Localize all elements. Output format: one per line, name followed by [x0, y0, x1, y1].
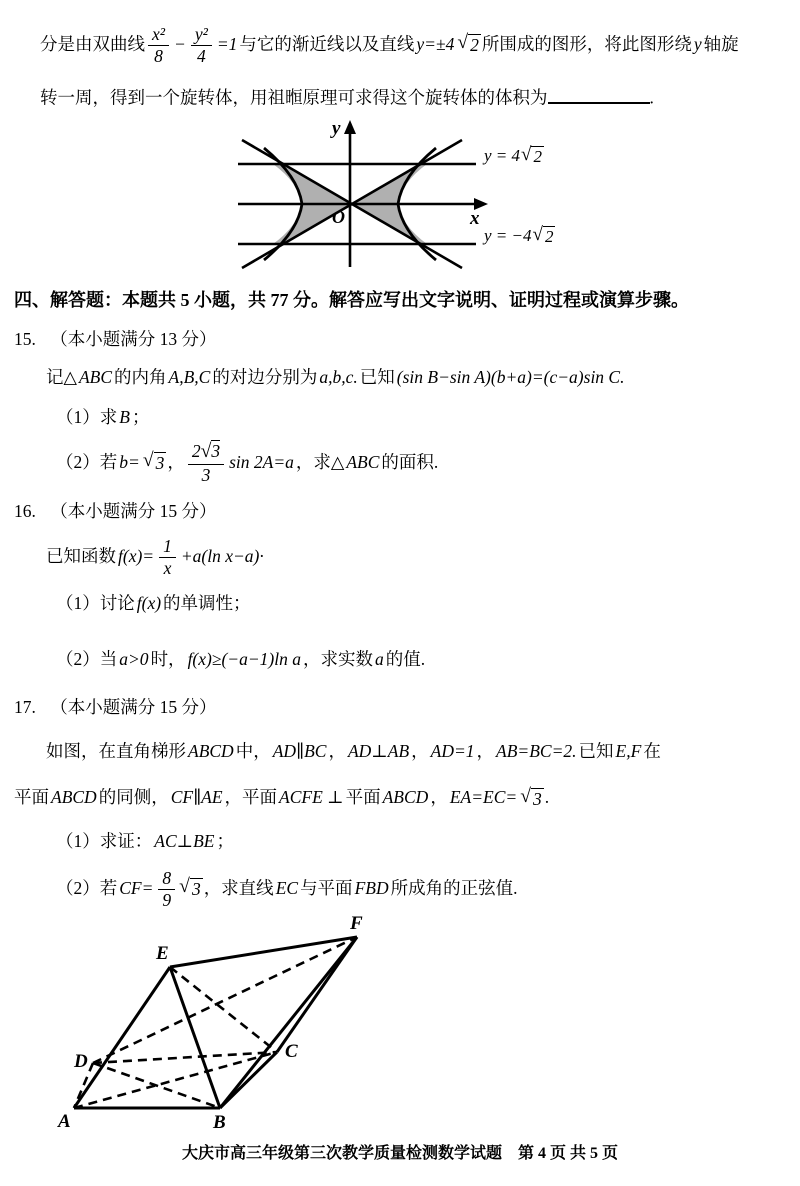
q15-part2-math3: ABC: [346, 452, 380, 473]
line-equation: y=±4: [416, 34, 455, 55]
radicand: 2: [470, 35, 479, 55]
fraction-numerator: [188, 442, 224, 465]
page-footer: 大庆市高三年级第三次教学质量检测数学试题 第 4 页 共 5 页: [181, 1145, 618, 1162]
vertex-label-D: D: [74, 1051, 88, 1072]
q16-number: 16.: [14, 501, 36, 521]
q16-part2: [56, 648, 425, 672]
fraction-2sqrt3-over-3: [188, 442, 224, 484]
q17-math2: AD∥BC: [272, 741, 327, 761]
q17-part1-punct: ；: [216, 831, 234, 851]
problem14-line2: [40, 84, 654, 110]
fraction-denominator: 9: [162, 889, 172, 910]
q17-number-line: [14, 696, 217, 720]
y-axis-arrow: [344, 120, 356, 134]
q17-math10: ABCD: [382, 787, 429, 807]
minus-operator: −: [174, 34, 186, 55]
q16-part2-math2: f(x)≥(−a−1)ln a: [187, 649, 301, 669]
comma: ，: [476, 741, 495, 761]
label-y-equals-4sqrt2: [484, 146, 545, 167]
edge-DF: [93, 937, 357, 1063]
y-axis-variable: y: [693, 34, 702, 55]
q15-text: 已知: [359, 367, 395, 387]
q17-part1: [56, 830, 234, 854]
problem14-line1: [40, 18, 739, 72]
q16-title: （本小题满分 15 分）: [50, 501, 217, 521]
q17-math8: CF∥AE: [170, 787, 223, 807]
visible-edges: [74, 937, 357, 1108]
q17-part2-text4: 所成角的正弦值.: [390, 878, 518, 899]
radicand: 2: [544, 227, 554, 246]
q17-math11: EA=EC=: [449, 787, 518, 807]
sqrt-2: [521, 146, 544, 167]
vertex-label-E: E: [156, 943, 169, 964]
q15-math: ABC: [78, 367, 113, 387]
q15-part1-math: B: [119, 407, 130, 427]
fraction-denominator: x: [163, 557, 172, 578]
period: .: [649, 87, 654, 108]
label-y-equals-neg4sqrt2: [484, 226, 556, 247]
radicand: 3: [191, 879, 201, 899]
equals-one: =1: [216, 34, 238, 55]
q17-text5: 平面: [14, 787, 49, 807]
q17-part2: [56, 860, 517, 918]
fraction-numerator: x²: [148, 25, 169, 45]
period: .: [544, 787, 550, 807]
q15-part2: [56, 436, 438, 490]
q16-part2-math: a>0: [119, 649, 149, 669]
origin-label: O: [332, 207, 345, 227]
q16-part2-math3: a: [374, 649, 384, 669]
solid-svg: [36, 915, 436, 1130]
comma: ，: [411, 741, 429, 761]
q17-math: ABCD: [188, 741, 234, 761]
q16-body: [46, 528, 266, 586]
q15-text: 记△: [46, 367, 77, 387]
q17-math4: AD=1: [430, 741, 475, 761]
q15-part2-text3: 的面积.: [381, 452, 439, 473]
label-text: y = 4: [484, 146, 521, 165]
hyperbola-svg: [218, 114, 590, 278]
fraction-8-over-9: [158, 869, 175, 909]
edge-EF: [170, 937, 357, 967]
q17-text: 如图，在直角梯形: [46, 741, 186, 761]
sqrt-3: [179, 878, 203, 900]
q16-part1: [56, 592, 251, 616]
q15-part2-math: b=: [119, 452, 140, 473]
radical-sign: √: [200, 441, 212, 463]
q15-body: [46, 366, 626, 390]
q17-text7: ，平面: [224, 787, 278, 807]
radicand: 3: [211, 441, 221, 462]
vertex-label-F: F: [350, 915, 363, 934]
q15-text: 的内角: [114, 367, 167, 387]
section-4-heading: 四、解答题：本题共 5 小题，共 77 分。解答应写出文字说明、证明过程或演算步骤。: [14, 290, 689, 310]
q17-text2: 中，: [235, 741, 271, 761]
fraction-y2-over-4: [191, 25, 212, 65]
vertex-labels: [57, 915, 363, 1130]
q17-part1-math: AC⊥BE: [154, 831, 215, 851]
q16-part1-text: （1）讨论: [56, 593, 135, 613]
q17-text3: 已知: [578, 741, 614, 761]
x-axis-label: x: [470, 208, 480, 229]
q15-equation: (sin B−sin A)(b+a)=(c−a)sin C.: [396, 367, 625, 387]
numerator-coefficient: 2: [191, 441, 201, 462]
q16-text: 已知函数: [46, 546, 116, 567]
p14-text-end: 轴旋: [703, 34, 739, 55]
q17-body-line2: [14, 786, 549, 810]
fraction-x2-over-8: [148, 25, 169, 65]
q15-number: 15.: [14, 329, 36, 349]
sqrt-2: [457, 34, 481, 56]
comma: ，: [430, 787, 448, 807]
q16-part2-text2: 时，: [150, 649, 186, 669]
q15-part1-punct: ；: [131, 407, 150, 427]
q17-part2-text3: 与平面: [300, 878, 353, 899]
q16-part2-text4: 的值.: [385, 649, 426, 669]
q15-text: 的对边分别为: [212, 367, 318, 387]
q17-math3: AD⊥AB: [347, 741, 410, 761]
sqrt-3: [143, 452, 167, 474]
q16-number-line: [14, 500, 217, 524]
q16-part2-text3: ，求实数: [302, 649, 373, 669]
q15-part1-text: （1）求: [56, 407, 118, 427]
q16-math2: +a(ln x−a)·: [180, 546, 264, 567]
q17-math5: AB=BC=2.: [496, 741, 577, 761]
q17-title: （本小题满分 15 分）: [50, 697, 217, 717]
fraction-numerator: y²: [191, 25, 212, 45]
q16-math: f(x)=: [118, 546, 155, 567]
q17-part2-math2: EC: [275, 878, 299, 899]
p14-line2-text: 转一周，得到一个旋转体，用祖暅原理可求得这个旋转体的体积为: [40, 87, 548, 108]
edge-DC: [93, 1052, 277, 1063]
label-text: y = −4: [484, 226, 532, 245]
fraction-1-over-x: [159, 537, 176, 577]
q17-part1-text: （1）求证：: [56, 831, 153, 851]
q15-part2-text: （2）若: [56, 452, 118, 473]
radical-sign: √: [457, 32, 469, 53]
q17-body-line1: [46, 740, 661, 764]
q17-math6: E,F: [615, 741, 642, 761]
q17-part2-math3: FBD: [354, 878, 389, 899]
radical-sign: √: [520, 786, 531, 807]
radical-sign: √: [532, 224, 543, 245]
q15-part1: [56, 406, 149, 430]
sqrt-2: [533, 226, 556, 247]
radicand: 2: [533, 147, 542, 166]
q15-title: （本小题满分 13 分）: [50, 329, 217, 349]
sqrt-3: [520, 788, 544, 810]
q17-part2-text2: ，求直线: [203, 878, 274, 899]
vertex-label-B: B: [213, 1112, 226, 1130]
q15-math: A,B,C: [168, 367, 211, 387]
q17-text6: 的同侧，: [98, 787, 169, 807]
q17-text4: 在: [643, 741, 661, 761]
q17-math7: ABCD: [51, 787, 97, 807]
vertex-label-C: C: [285, 1041, 298, 1062]
answer-blank: [548, 84, 650, 104]
q17-math9: ACFE ⊥: [279, 787, 344, 807]
y-axis-label: y: [332, 118, 341, 139]
q16-part1-text2: 的单调性；: [163, 593, 251, 613]
hidden-edges: [74, 937, 357, 1108]
p14-text-pre: 分是由双曲线: [40, 34, 145, 55]
q17-part2-math: CF=: [119, 878, 154, 899]
vertex-label-A: A: [58, 1111, 71, 1130]
q16-part2-text: （2）当: [56, 649, 118, 669]
edge-BF: [220, 937, 357, 1108]
q17-text8: 平面: [345, 787, 381, 807]
q17-part2-text: （2）若: [56, 878, 118, 899]
edge-AE: [74, 967, 170, 1108]
q16-part1-math: f(x): [136, 593, 162, 613]
q15-math: a,b,c.: [319, 367, 358, 387]
q17-number: 17.: [14, 697, 36, 717]
p14-text-mid: 与它的渐近线以及直线: [239, 34, 415, 55]
radical-sign: √: [179, 876, 190, 897]
comma: ，: [328, 741, 346, 761]
radicand: 3: [532, 789, 542, 809]
q15-part2-math2: sin 2A=a: [229, 452, 294, 473]
fraction-numerator: 8: [158, 869, 175, 889]
p14-text-post: 所围成的图形，将此图形绕: [481, 34, 692, 55]
radical-sign: √: [142, 450, 154, 471]
q15-part2-text2: ，求△: [295, 452, 345, 473]
fraction-numerator: 1: [159, 537, 176, 557]
fraction-denominator: 3: [201, 464, 211, 485]
comma: ，: [167, 452, 185, 473]
q15-number-line: [14, 328, 217, 352]
radicand: 3: [155, 453, 165, 473]
fraction-denominator: 8: [154, 45, 163, 66]
hyperbola-figure: [218, 114, 590, 278]
fraction-denominator: 4: [196, 45, 206, 66]
edge-DB: [93, 1063, 220, 1108]
radical-sign: √: [521, 144, 532, 165]
solid-figure: [36, 915, 436, 1130]
